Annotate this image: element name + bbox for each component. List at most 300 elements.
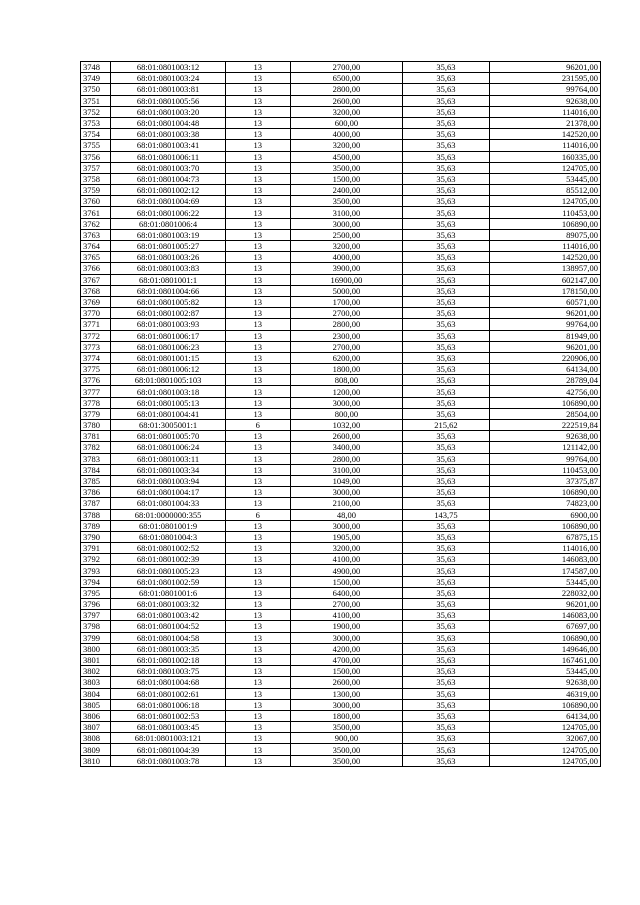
cadastral-number-cell: 68:01:0801004:33 (111, 498, 226, 509)
row-number-cell: 3792 (81, 554, 111, 565)
value-cell: 178150,00 (489, 285, 600, 296)
category-code-cell: 13 (225, 498, 290, 509)
rate-cell: 35,63 (403, 151, 489, 162)
table-row (81, 207, 601, 218)
row-number-cell: 3795 (81, 587, 111, 598)
table-row (81, 129, 601, 140)
rate-cell: 35,63 (403, 565, 489, 576)
table-row (81, 654, 601, 665)
rate-cell: 35,63 (403, 218, 489, 229)
table-row (81, 643, 601, 654)
cadastral-number-cell: 68:01:0801003:94 (111, 475, 226, 486)
cadastral-number-cell: 68:01:0801003:20 (111, 106, 226, 117)
rate-cell: 35,63 (403, 654, 489, 665)
rate-cell: 35,63 (403, 185, 489, 196)
value-cell: 92638,00 (489, 95, 600, 106)
table-row (81, 140, 601, 151)
cadastral-number-cell: 68:01:0801004:3 (111, 531, 226, 542)
category-code-cell: 13 (225, 722, 290, 733)
cadastral-number-cell: 68:01:0801003:45 (111, 722, 226, 733)
table-row (81, 241, 601, 252)
cadastral-number-cell: 68:01:0801003:38 (111, 129, 226, 140)
row-number-cell: 3754 (81, 129, 111, 140)
rate-cell: 35,63 (403, 341, 489, 352)
table-row (81, 218, 601, 229)
row-number-cell: 3807 (81, 722, 111, 733)
table-row (81, 408, 601, 419)
cadastral-number-cell: 68:01:0801003:11 (111, 453, 226, 464)
table-row (81, 599, 601, 610)
cadastral-number-cell: 68:01:0801002:12 (111, 185, 226, 196)
category-code-cell: 13 (225, 755, 290, 766)
category-code-cell: 13 (225, 73, 290, 84)
table-row (81, 162, 601, 173)
area-cell: 3400,00 (290, 442, 402, 453)
rate-cell: 35,63 (403, 442, 489, 453)
cadastral-number-cell: 68:01:0801004:17 (111, 487, 226, 498)
area-cell: 3500,00 (290, 196, 402, 207)
table-row (81, 73, 601, 84)
cadastral-number-cell: 68:01:0801002:87 (111, 308, 226, 319)
cadastral-number-cell: 68:01:0801003:42 (111, 610, 226, 621)
area-cell: 3900,00 (290, 263, 402, 274)
table-row (81, 84, 601, 95)
value-cell: 220906,00 (489, 352, 600, 363)
rate-cell: 35,63 (403, 62, 489, 73)
table-row (81, 744, 601, 755)
area-cell: 3000,00 (290, 632, 402, 643)
rate-cell: 35,63 (403, 84, 489, 95)
category-code-cell: 13 (225, 207, 290, 218)
table-row (81, 185, 601, 196)
area-cell: 2800,00 (290, 319, 402, 330)
row-number-cell: 3751 (81, 95, 111, 106)
area-cell: 1300,00 (290, 688, 402, 699)
table-row (81, 531, 601, 542)
area-cell: 2600,00 (290, 431, 402, 442)
row-number-cell: 3749 (81, 73, 111, 84)
row-number-cell: 3785 (81, 475, 111, 486)
row-number-cell: 3801 (81, 654, 111, 665)
value-cell: 124705,00 (489, 755, 600, 766)
category-code-cell: 13 (225, 621, 290, 632)
table-row (81, 352, 601, 363)
row-number-cell: 3755 (81, 140, 111, 151)
value-cell: 174587,00 (489, 565, 600, 576)
row-number-cell: 3762 (81, 218, 111, 229)
table-row (81, 509, 601, 520)
category-code-cell: 13 (225, 710, 290, 721)
table-row (81, 296, 601, 307)
cadastral-number-cell: 68:01:0801003:78 (111, 755, 226, 766)
cadastral-number-cell: 68:01:0801004:48 (111, 117, 226, 128)
area-cell: 1900,00 (290, 621, 402, 632)
rate-cell: 35,63 (403, 196, 489, 207)
area-cell: 1500,00 (290, 666, 402, 677)
rate-cell: 35,63 (403, 229, 489, 240)
category-code-cell: 13 (225, 241, 290, 252)
value-cell: 142520,00 (489, 252, 600, 263)
rate-cell: 35,63 (403, 397, 489, 408)
table-row (81, 453, 601, 464)
table-row (81, 308, 601, 319)
cadastral-number-cell: 68:01:0801003:93 (111, 319, 226, 330)
cadastral-number-cell: 68:01:0801001:15 (111, 352, 226, 363)
area-cell: 3100,00 (290, 207, 402, 218)
cadastral-number-cell: 68:01:0801006:17 (111, 330, 226, 341)
rate-cell: 35,63 (403, 520, 489, 531)
table-row (81, 666, 601, 677)
row-number-cell: 3756 (81, 151, 111, 162)
category-code-cell: 13 (225, 196, 290, 207)
row-number-cell: 3804 (81, 688, 111, 699)
cadastral-number-cell: 68:01:0801002:52 (111, 543, 226, 554)
table-row (81, 117, 601, 128)
cadastral-number-cell: 68:01:0801001:6 (111, 587, 226, 598)
area-cell: 1500,00 (290, 576, 402, 587)
value-cell: 64134,00 (489, 710, 600, 721)
category-code-cell: 13 (225, 643, 290, 654)
category-code-cell: 13 (225, 699, 290, 710)
cadastral-number-cell: 68:01:0000000:355 (111, 509, 226, 520)
row-number-cell: 3768 (81, 285, 111, 296)
category-code-cell: 13 (225, 453, 290, 464)
table-row (81, 330, 601, 341)
value-cell: 114016,00 (489, 106, 600, 117)
table-row (81, 442, 601, 453)
rate-cell: 35,63 (403, 498, 489, 509)
cadastral-number-cell: 68:01:0801003:70 (111, 162, 226, 173)
area-cell: 4900,00 (290, 565, 402, 576)
value-cell: 21378,00 (489, 117, 600, 128)
table-row (81, 319, 601, 330)
cadastral-number-cell: 68:01:0801006:4 (111, 218, 226, 229)
cadastral-number-cell: 68:01:0801002:61 (111, 688, 226, 699)
table-row (81, 722, 601, 733)
row-number-cell: 3781 (81, 431, 111, 442)
value-cell: 85512,00 (489, 185, 600, 196)
row-number-cell: 3800 (81, 643, 111, 654)
row-number-cell: 3769 (81, 296, 111, 307)
value-cell: 124705,00 (489, 722, 600, 733)
row-number-cell: 3766 (81, 263, 111, 274)
row-number-cell: 3758 (81, 173, 111, 184)
value-cell: 46319,00 (489, 688, 600, 699)
area-cell: 2600,00 (290, 95, 402, 106)
value-cell: 121142,00 (489, 442, 600, 453)
table-row (81, 263, 601, 274)
value-cell: 106890,00 (489, 218, 600, 229)
value-cell: 138957,00 (489, 263, 600, 274)
category-code-cell: 13 (225, 386, 290, 397)
cadastral-number-cell: 68:01:0801003:34 (111, 464, 226, 475)
table-row (81, 710, 601, 721)
cadastral-number-cell: 68:01:0801002:59 (111, 576, 226, 587)
rate-cell: 35,63 (403, 241, 489, 252)
cadastral-number-cell: 68:01:0801004:41 (111, 408, 226, 419)
rate-cell: 35,63 (403, 73, 489, 84)
value-cell: 60571,00 (489, 296, 600, 307)
value-cell: 114016,00 (489, 241, 600, 252)
rate-cell: 35,63 (403, 308, 489, 319)
table-row (81, 397, 601, 408)
row-number-cell: 3777 (81, 386, 111, 397)
table-row (81, 95, 601, 106)
cadastral-number-cell: 68:01:0801006:23 (111, 341, 226, 352)
category-code-cell: 13 (225, 587, 290, 598)
table-row (81, 677, 601, 688)
area-cell: 4100,00 (290, 610, 402, 621)
rate-cell: 35,63 (403, 252, 489, 263)
rate-cell: 35,63 (403, 106, 489, 117)
table-row (81, 196, 601, 207)
category-code-cell: 13 (225, 252, 290, 263)
cadastral-number-cell: 68:01:0801005:103 (111, 375, 226, 386)
table-row (81, 274, 601, 285)
rate-cell: 35,63 (403, 487, 489, 498)
row-number-cell: 3753 (81, 117, 111, 128)
value-cell: 92638,00 (489, 677, 600, 688)
rate-cell: 35,63 (403, 621, 489, 632)
area-cell: 3000,00 (290, 397, 402, 408)
value-cell: 89075,00 (489, 229, 600, 240)
table-row (81, 498, 601, 509)
row-number-cell: 3759 (81, 185, 111, 196)
value-cell: 96201,00 (489, 341, 600, 352)
rate-cell: 35,63 (403, 464, 489, 475)
cadastral-number-cell: 68:01:0801003:75 (111, 666, 226, 677)
row-number-cell: 3761 (81, 207, 111, 218)
table-row (81, 375, 601, 386)
value-cell: 28504,00 (489, 408, 600, 419)
category-code-cell: 13 (225, 117, 290, 128)
table-row (81, 755, 601, 766)
category-code-cell: 13 (225, 543, 290, 554)
area-cell: 1700,00 (290, 296, 402, 307)
table-row (81, 285, 601, 296)
rate-cell: 35,63 (403, 263, 489, 274)
table-row (81, 733, 601, 744)
area-cell: 2100,00 (290, 498, 402, 509)
category-code-cell: 13 (225, 274, 290, 285)
table-row (81, 576, 601, 587)
row-number-cell: 3765 (81, 252, 111, 263)
category-code-cell: 13 (225, 520, 290, 531)
rate-cell: 35,63 (403, 431, 489, 442)
value-cell: 67875,15 (489, 531, 600, 542)
area-cell: 6500,00 (290, 73, 402, 84)
value-cell: 53445,00 (489, 173, 600, 184)
value-cell: 42756,00 (489, 386, 600, 397)
table-row (81, 106, 601, 117)
cadastral-number-cell: 68:01:0801005:56 (111, 95, 226, 106)
cadastral-number-cell: 68:01:0801004:73 (111, 173, 226, 184)
area-cell: 3500,00 (290, 744, 402, 755)
rate-cell: 35,63 (403, 140, 489, 151)
row-number-cell: 3809 (81, 744, 111, 755)
area-cell: 2300,00 (290, 330, 402, 341)
row-number-cell: 3767 (81, 274, 111, 285)
rate-cell: 35,63 (403, 610, 489, 621)
category-code-cell: 13 (225, 285, 290, 296)
area-cell: 6400,00 (290, 587, 402, 598)
cadastral-number-cell: 68:01:0801004:68 (111, 677, 226, 688)
row-number-cell: 3805 (81, 699, 111, 710)
value-cell: 160335,00 (489, 151, 600, 162)
area-cell: 3000,00 (290, 218, 402, 229)
rate-cell: 35,63 (403, 710, 489, 721)
category-code-cell: 13 (225, 364, 290, 375)
value-cell: 146083,00 (489, 610, 600, 621)
area-cell: 1500,00 (290, 173, 402, 184)
value-cell: 106890,00 (489, 397, 600, 408)
rate-cell: 35,63 (403, 699, 489, 710)
cadastral-number-cell: 68:01:0801002:53 (111, 710, 226, 721)
category-code-cell: 13 (225, 84, 290, 95)
area-cell: 4100,00 (290, 554, 402, 565)
row-number-cell: 3772 (81, 330, 111, 341)
row-number-cell: 3760 (81, 196, 111, 207)
cadastral-number-cell: 68:01:0801005:27 (111, 241, 226, 252)
value-cell: 167461,00 (489, 654, 600, 665)
area-cell: 2400,00 (290, 185, 402, 196)
area-cell: 3500,00 (290, 722, 402, 733)
cadastral-number-cell: 68:01:0801003:24 (111, 73, 226, 84)
value-cell: 64134,00 (489, 364, 600, 375)
category-code-cell: 13 (225, 464, 290, 475)
rate-cell: 35,63 (403, 375, 489, 386)
rate-cell: 35,63 (403, 576, 489, 587)
rate-cell: 35,63 (403, 274, 489, 285)
rate-cell: 35,63 (403, 386, 489, 397)
area-cell: 4000,00 (290, 252, 402, 263)
area-cell: 3000,00 (290, 699, 402, 710)
category-code-cell: 13 (225, 308, 290, 319)
category-code-cell: 13 (225, 408, 290, 419)
area-cell: 3500,00 (290, 755, 402, 766)
row-number-cell: 3750 (81, 84, 111, 95)
table-row (81, 621, 601, 632)
table-row (81, 475, 601, 486)
area-cell: 2700,00 (290, 62, 402, 73)
cadastral-number-cell: 68:01:0801004:69 (111, 196, 226, 207)
area-cell: 2600,00 (290, 677, 402, 688)
row-number-cell: 3771 (81, 319, 111, 330)
value-cell: 228032,00 (489, 587, 600, 598)
area-cell: 5000,00 (290, 285, 402, 296)
rate-cell: 35,63 (403, 207, 489, 218)
area-cell: 1032,00 (290, 420, 402, 431)
value-cell: 124705,00 (489, 196, 600, 207)
table-row (81, 487, 601, 498)
category-code-cell: 13 (225, 666, 290, 677)
area-cell: 3000,00 (290, 520, 402, 531)
value-cell: 602147,00 (489, 274, 600, 285)
category-code-cell: 13 (225, 296, 290, 307)
rate-cell: 35,63 (403, 129, 489, 140)
value-cell: 231595,00 (489, 73, 600, 84)
table-row (81, 688, 601, 699)
row-number-cell: 3780 (81, 420, 111, 431)
rate-cell: 35,63 (403, 352, 489, 363)
cadastral-number-cell: 68:01:0801003:41 (111, 140, 226, 151)
row-number-cell: 3783 (81, 453, 111, 464)
rate-cell: 35,63 (403, 643, 489, 654)
area-cell: 6200,00 (290, 352, 402, 363)
rate-cell: 35,63 (403, 117, 489, 128)
row-number-cell: 3802 (81, 666, 111, 677)
cadastral-number-cell: 68:01:0801003:83 (111, 263, 226, 274)
value-cell: 106890,00 (489, 699, 600, 710)
category-code-cell: 13 (225, 263, 290, 274)
row-number-cell: 3764 (81, 241, 111, 252)
table-row (81, 565, 601, 576)
cadastral-number-cell: 68:01:0801006:18 (111, 699, 226, 710)
area-cell: 1200,00 (290, 386, 402, 397)
category-code-cell: 13 (225, 654, 290, 665)
table-row (81, 341, 601, 352)
row-number-cell: 3779 (81, 408, 111, 419)
value-cell: 110453,00 (489, 207, 600, 218)
row-number-cell: 3797 (81, 610, 111, 621)
area-cell: 3200,00 (290, 543, 402, 554)
cadastral-number-cell: 68:01:0801003:12 (111, 62, 226, 73)
category-code-cell: 13 (225, 229, 290, 240)
category-code-cell: 13 (225, 62, 290, 73)
category-code-cell: 13 (225, 330, 290, 341)
table-row (81, 229, 601, 240)
value-cell: 37375,87 (489, 475, 600, 486)
cadastral-number-cell: 68:01:0801003:32 (111, 599, 226, 610)
cadastral-number-cell: 68:01:0801005:70 (111, 431, 226, 442)
category-code-cell: 13 (225, 744, 290, 755)
category-code-cell: 13 (225, 442, 290, 453)
cadastral-number-cell: 68:01:0801003:121 (111, 733, 226, 744)
value-cell: 81949,00 (489, 330, 600, 341)
row-number-cell: 3794 (81, 576, 111, 587)
table-row (81, 587, 601, 598)
row-number-cell: 3793 (81, 565, 111, 576)
area-cell: 4200,00 (290, 643, 402, 654)
value-cell: 106890,00 (489, 520, 600, 531)
value-cell: 149646,00 (489, 643, 600, 654)
rate-cell: 215,62 (403, 420, 489, 431)
value-cell: 32067,00 (489, 733, 600, 744)
area-cell: 2700,00 (290, 308, 402, 319)
area-cell: 3500,00 (290, 162, 402, 173)
row-number-cell: 3752 (81, 106, 111, 117)
rate-cell: 35,63 (403, 319, 489, 330)
value-cell: 53445,00 (489, 666, 600, 677)
cadastral-number-cell: 68:01:0801002:18 (111, 654, 226, 665)
category-code-cell: 13 (225, 554, 290, 565)
row-number-cell: 3770 (81, 308, 111, 319)
row-number-cell: 3810 (81, 755, 111, 766)
category-code-cell: 13 (225, 565, 290, 576)
value-cell: 99764,00 (489, 319, 600, 330)
cadastral-number-cell: 68:01:0801001:9 (111, 520, 226, 531)
cadastral-number-cell: 68:01:0801005:13 (111, 397, 226, 408)
area-cell: 800,00 (290, 408, 402, 419)
cadastral-number-cell: 68:01:0801005:23 (111, 565, 226, 576)
rate-cell: 35,63 (403, 755, 489, 766)
cadastral-number-cell: 68:01:0801004:58 (111, 632, 226, 643)
row-number-cell: 3786 (81, 487, 111, 498)
row-number-cell: 3806 (81, 710, 111, 721)
value-cell: 114016,00 (489, 543, 600, 554)
area-cell: 1800,00 (290, 710, 402, 721)
rate-cell: 35,63 (403, 554, 489, 565)
